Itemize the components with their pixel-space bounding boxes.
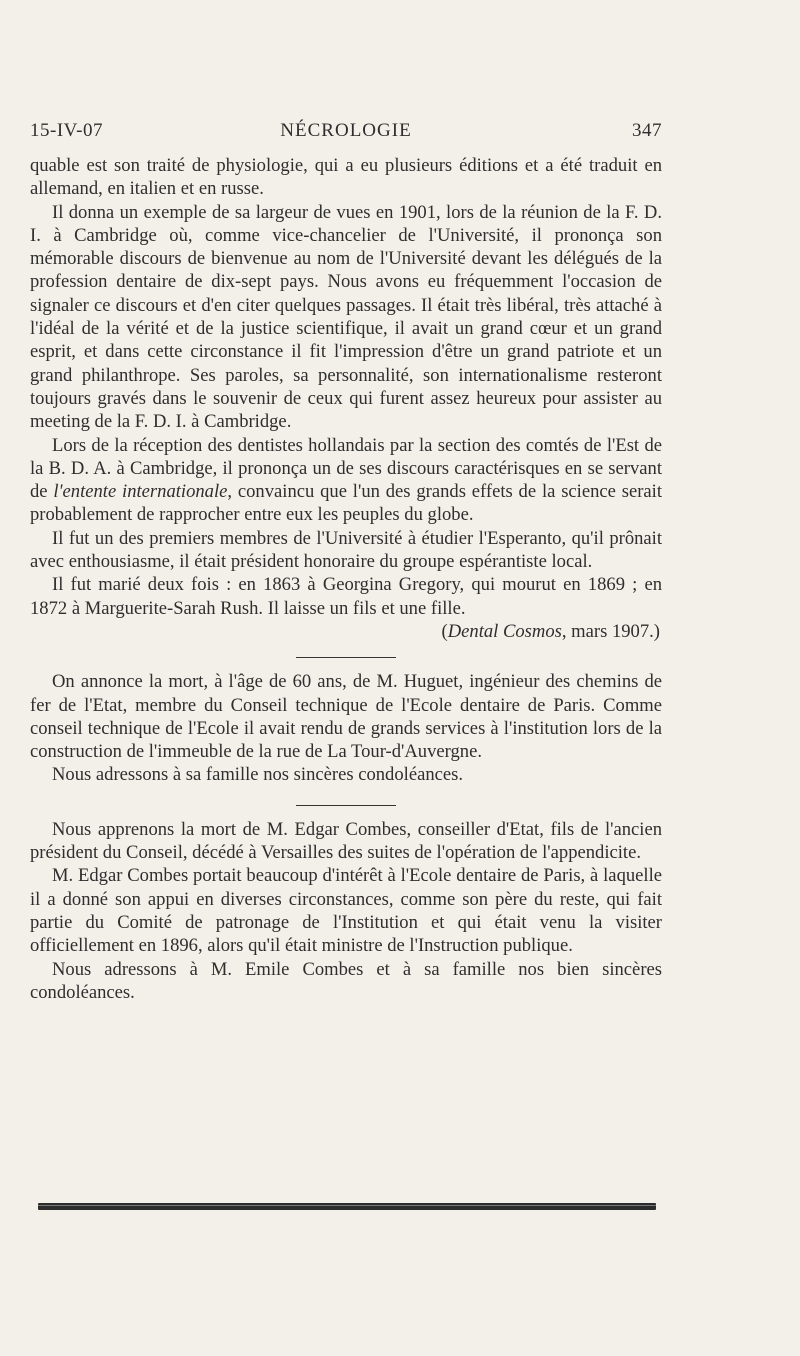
header-section-title: NÉCROLOGIE — [280, 120, 412, 141]
page-body — [30, 154, 662, 1004]
obituary-1-paragraph-5: Il fut marié deux fois : en 1863 à Georgina Gregory, qui mourut en 1869 ; en 1872 à Marguerite-Sarah Rush. Il laisse un fils et une fille. — [30, 574, 662, 619]
citation-source: Dental Cosmos — [447, 620, 562, 642]
obituary-1-paragraph-1: quable est son traité de physiologie, qui a eu plusieurs éditions et a été traduit en allemand, en italien et en russe. — [30, 155, 662, 200]
end-of-section-rule — [38, 1203, 656, 1210]
obituary-1-paragraph-3 — [30, 434, 662, 527]
obituary-1-paragraph-4: Il fut un des premiers membres de l'Université à étudier l'Esperanto, qu'il prônait avec enthousiasme, il était président honoraire du groupe espérantiste local. — [30, 527, 662, 573]
citation-date: , mars 1907.) — [561, 620, 660, 642]
obituary-3-paragraph-1: Nous apprenons la mort de M. Edgar Combes, conseiller d'Etat, fils de l'ancien président du Conseil, décédé à Versailles des suites de l'opération de l'appendicite. — [30, 818, 662, 864]
paragraph-3-text-before: Lors de la réception des dentistes hollandais par la section des comtés de l'Est de la B. D. A. à Cambridge, il prononça un de ses discours caractérisques en se servant de — [30, 434, 662, 503]
header-page-number: 347 — [632, 120, 662, 141]
obituary-3-paragraph-3: Nous adressons à M. Emile Combes et à sa famille nos bien sincères condoléances. — [30, 958, 662, 1003]
running-header — [30, 120, 662, 144]
section-divider-2 — [296, 805, 396, 806]
obituary-1-citation — [30, 620, 662, 643]
obituary-2-paragraph-1: On annonce la mort, à l'âge de 60 ans, de M. Huguet, ingénieur des chemins de fer de l'Etat, membre du Conseil technique de l'Ecole dentaire de Paris. Comme conseil technique de l'Ecole il avait rendu de grands services à l'institution lors de la construction de l'immeuble de la rue de La Tour-d'Auvergne. — [30, 671, 662, 763]
obituary-3-paragraph-2: M. Edgar Combes portait beaucoup d'intérêt à l'Ecole dentaire de Paris, à laquelle il a donné son appui en diverses circonstances, comme son père du reste, qui fait partie du Comité de patronage de l'Institution et qui était venu la visiter officiellement en 1896, alors qu'il était ministre de l'Instruction publique. — [30, 865, 662, 957]
paragraph-3-italic-phrase: l'entente internationale — [53, 481, 228, 503]
citation-open-paren: ( — [441, 620, 448, 642]
obituary-1-paragraph-2: Il donna un exemple de sa largeur de vues en 1901, lors de la réunion de la F. D. I. à Cambridge où, comme vice-chancelier de l'Université, il prononça son mémorable discours de bienvenue au nom de l'Université devant les délégués de la profession dentaire de dix-sept pays. Nous avons eu fréquemment l'occasion de signaler ce discours et d'en citer quelques passages. Il était très libéral, très attaché à l'idéal de la vérité et de la justice scientifique, il avait un grand cœur et un grand esprit, et dans cette circonstance il fit l'impression d'être un grand patriote et un grand philanthrope. Ses paroles, sa personnalité, son internationalisme resteront toujours gravés dans le souvenir de ceux qui furent assez heureux pour assister au meeting de la F. D. I. à Cambridge. — [30, 201, 662, 433]
paragraph-3-text-after: , convaincu que l'un des grands effets de la science serait probablement de rapprocher entre eux les peuples du globe. — [30, 481, 662, 526]
obituary-2-paragraph-2: Nous adressons à sa famille nos sincères condoléances. — [52, 764, 464, 786]
section-divider-1 — [296, 657, 396, 658]
header-date: 15-IV-07 — [30, 120, 103, 141]
